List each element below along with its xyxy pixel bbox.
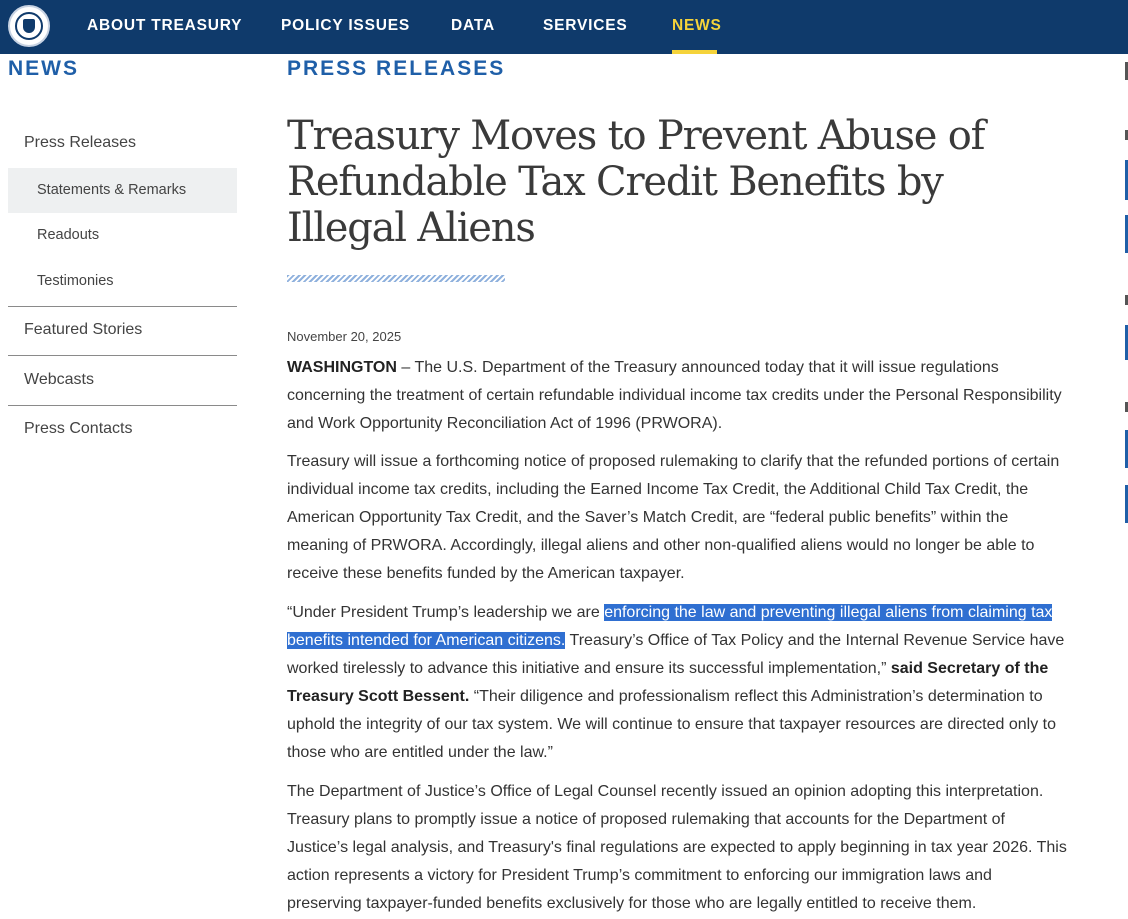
article-paragraph-3 xyxy=(287,599,1069,767)
sidebar-divider xyxy=(8,355,237,356)
dateline: WASHINGTON xyxy=(287,359,397,376)
sidebar-title: NEWS xyxy=(8,57,79,80)
sidebar-divider xyxy=(8,405,237,406)
quote-end: “Their diligence and professionalism reflect this Administration’s determination to uphold the integrity of our tax system. We will continue to ensure that taxpayer resources are directed only to those who are entitled under the law.” xyxy=(287,688,1056,761)
sidebar-item-statements-remarks[interactable]: Statements & Remarks xyxy=(37,182,187,198)
sidebar-item-webcasts[interactable]: Webcasts xyxy=(24,371,94,388)
nav-active-indicator xyxy=(672,50,717,54)
nav-data[interactable]: DATA xyxy=(451,17,495,34)
selected-text[interactable]: enforcing the law and preventing illegal aliens from claiming tax benefits intended for American citizens. xyxy=(287,604,1053,649)
sidebar-divider xyxy=(8,306,237,307)
article-paragraph-2: Treasury will issue a forthcoming notice of proposed rulemaking to clarify that the refunded portions of certain individual income tax credits, including the Earned Income Tax Credit, the Additional Child Tax Credit, the American Opportunity Tax Credit, and the Saver’s Match Credit, are “federal public benefits” within the meaning of PRWORA. Accordingly, illegal aliens and other non-qualified aliens would no longer be able to receive these benefits funded by the American taxpayer. xyxy=(287,453,1060,582)
quote-middle: Treasury’s Office of Tax Policy and the Internal Revenue Service have worked tirelessly to advance this initiative and ensure its successful implementation,” xyxy=(287,632,1065,677)
nav-about-treasury[interactable]: ABOUT TREASURY xyxy=(87,17,243,34)
nav-news[interactable]: NEWS xyxy=(672,17,722,34)
article-paragraph-1 xyxy=(287,354,1069,438)
nav-services[interactable]: SERVICES xyxy=(543,17,628,34)
article-paragraph-4: The Department of Justice’s Office of Legal Counsel recently issued an opinion adopting this interpretation. Treasury plans to promptly issue a notice of proposed rulemaking that accounts for the Department of Justice’s legal analysis, and Treasury's final regulations are expected to apply beginning in tax year 2026. This action represents a victory for President Trump’s commitment to enforcing our immigration laws and preserving taxpayer-funded benefits exclusively for those who are legally entitled to receive them. xyxy=(287,783,1067,912)
nav-policy-issues[interactable]: POLICY ISSUES xyxy=(281,17,410,34)
paragraph-text: – The U.S. Department of the Treasury announced today that it will issue regulations concerning the treatment of certain refundable individual income tax credits under the Personal Responsibility and Work Opportunity Reconciliation Act of 1996 (PRWORA). xyxy=(287,359,1062,432)
quote-start: “Under President Trump’s leadership we are xyxy=(287,604,605,621)
sidebar-item-featured-stories[interactable]: Featured Stories xyxy=(24,321,143,338)
seal-shield xyxy=(23,19,35,33)
article-title: Treasury Moves to Prevent Abuse of Refundable Tax Credit Benefits by Illegal Aliens xyxy=(287,113,985,251)
sidebar-item-readouts[interactable]: Readouts xyxy=(37,227,100,243)
article-section-label[interactable]: PRESS RELEASES xyxy=(287,57,506,80)
top-navigation xyxy=(0,0,1128,54)
sidebar-item-press-contacts[interactable]: Press Contacts xyxy=(24,420,133,437)
sidebar-item-testimonies[interactable]: Testimonies xyxy=(37,273,114,289)
quote-attribution: said Secretary of the Treasury Scott Bessent. xyxy=(287,660,1049,705)
article-date: November 20, 2025 xyxy=(287,329,402,344)
treasury-seal-logo[interactable] xyxy=(8,5,50,47)
title-decoration xyxy=(287,275,505,282)
sidebar-item-press-releases[interactable]: Press Releases xyxy=(24,134,137,151)
